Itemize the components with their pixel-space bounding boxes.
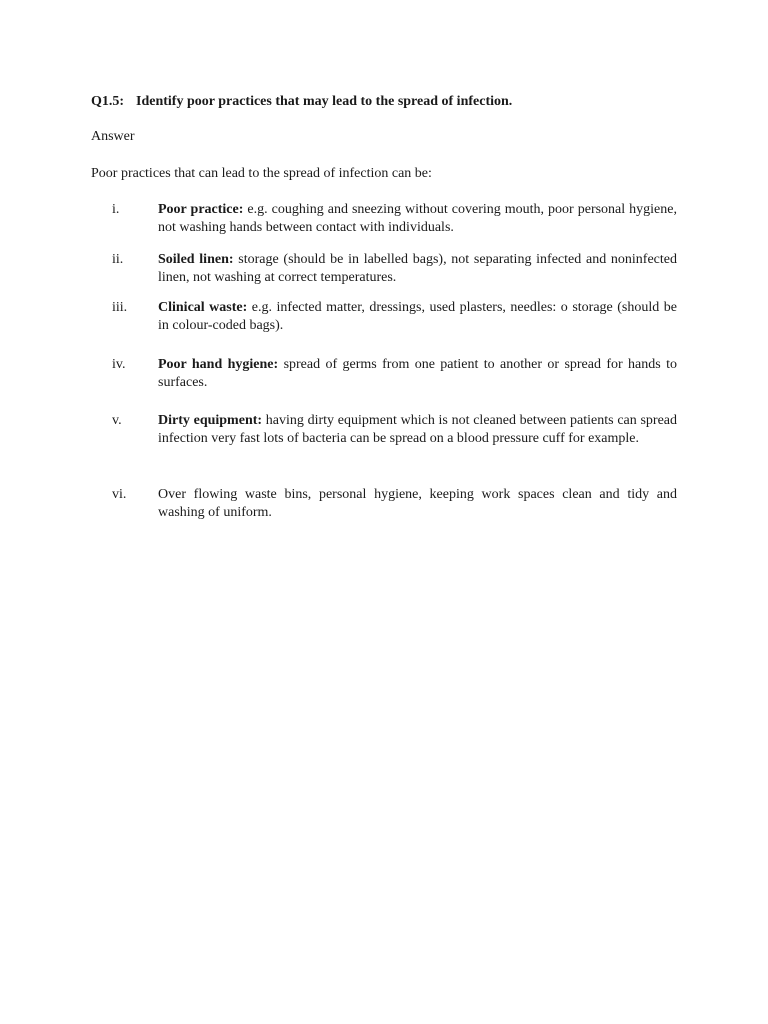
intro-paragraph: Poor practices that can lead to the spread of infection can be: — [91, 166, 432, 181]
list-item-numeral: iv. — [112, 357, 126, 372]
list-item-numeral: ii. — [112, 252, 124, 267]
list-item-term: Dirty equipment: — [158, 413, 263, 428]
list-item-term: Clinical waste: — [158, 300, 248, 315]
list-item-term: Poor hand hygiene: — [158, 357, 279, 372]
question-text: Identify poor practices that may lead to the spread of infection. — [136, 94, 513, 109]
answer-label: Answer — [91, 129, 135, 144]
list-item-content — [158, 412, 677, 448]
list-item-text: Over flowing waste bins, personal hygiene, keeping work spaces clean and tidy and washing of uniform. — [158, 487, 677, 520]
list-item-numeral: i. — [112, 202, 120, 217]
list-item-text: e.g. coughing and sneezing without covering mouth, poor personal hygiene, not washing hands between contact with individuals. — [158, 202, 677, 235]
list-item-content — [158, 356, 677, 392]
list-item-numeral: iii. — [112, 300, 128, 315]
list-item-term: Poor practice: — [158, 202, 244, 217]
list-item-text: spread of germs from one patient to another or spread for hands to surfaces. — [158, 357, 677, 390]
list-item-text: having dirty equipment which is not cleaned between patients can spread infection very fast lots of bacteria can be spread on a blood pressure cuff for example. — [158, 413, 678, 446]
list-item-text: storage (should be in labelled bags), not separating infected and noninfected linen, not washing at correct temperatures. — [158, 252, 678, 285]
list-item-content — [158, 486, 677, 522]
question-number: Q1.5: — [91, 94, 125, 109]
list-item-numeral: v. — [112, 413, 122, 428]
list-item-content — [158, 299, 677, 335]
list-item-numeral: vi. — [112, 487, 127, 502]
list-item-term: Soiled linen: — [158, 252, 234, 267]
list-item-content — [158, 251, 677, 287]
list-item-text: e.g. infected matter, dressings, used plasters, needles: o storage (should be in colour-coded bags). — [158, 300, 677, 333]
question-heading — [91, 94, 512, 110]
list-item-content — [158, 201, 677, 237]
